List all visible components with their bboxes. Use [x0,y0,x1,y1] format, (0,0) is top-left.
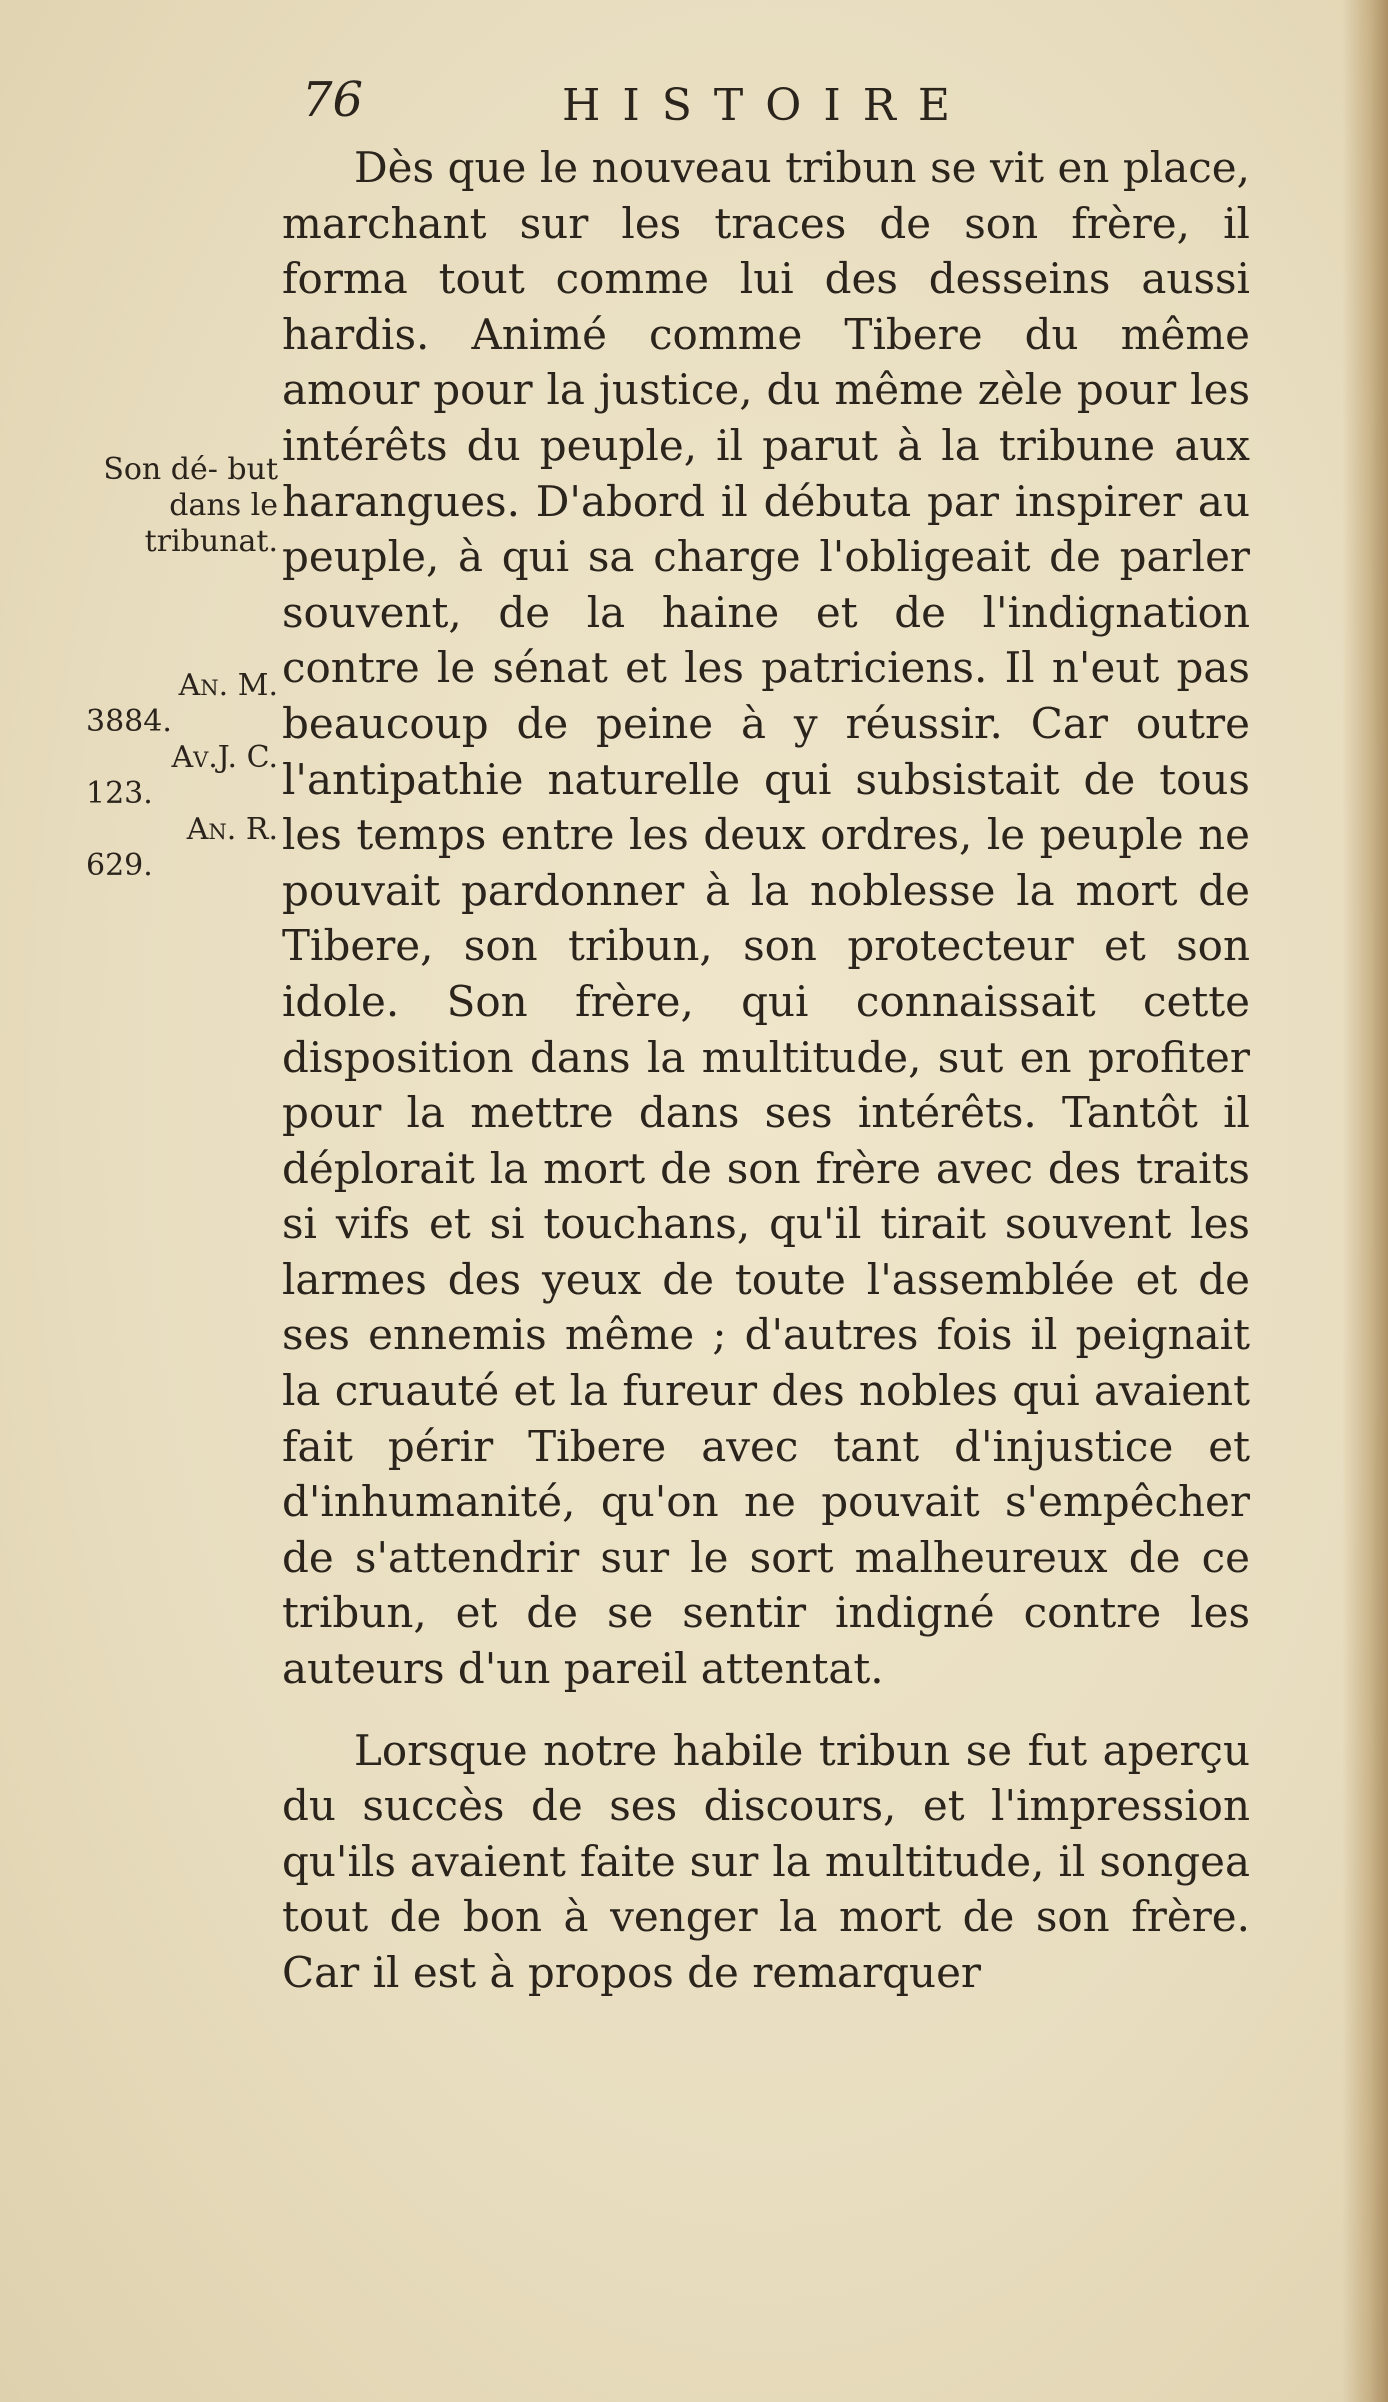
year-label: Av.J. C. [171,740,278,775]
paragraph: Dès que le nouveau tribun se vit en place, marchant sur les traces de son frère, il forma tout comme lui des desseins aussi hardis. Animé comme Tibere du même amour pour la justice, du même zèle pour les intérêts du peuple, il parut à la tribune aux harangues. D'abord il débuta par inspirer au peuple, à qui sa charge l'obligeait de parler souvent, de la haine et de l'indignation contre le sénat et les patriciens. Il n'eut pas beaucoup de peine à y réussir. Car outre l'antipathie naturelle qui subsistait de tous les temps entre les deux ordres, le peuple ne pouvait pardonner à la noblesse la mort de Tibere, son tribun, son protecteur et son idole. Son frère, qui connaissait cette disposition dans la multitude, sut en profiter pour la mettre dans ses intérêts. Tantôt il déplorait la mort de son frère avec des traits si vifs et si touchans, qu'il tirait souvent les larmes des yeux de toute l'assemblée et de ses ennemis même ; d'autres fois il peignait la cruauté et la fureur des nobles qui avaient fait périr Tibere avec tant d'injustice et d'inhumanité, qu'on ne pouvait s'empêcher de s'attendrir sur le sort malheureux de ce tribun, et de se sentir indigné contre les auteurs d'un pareil attentat. [282,143,1250,1694]
year-entry [78,740,278,812]
paragraph: Lorsque notre habile tribun se fut aperçu du succès de ses discours, et l'impression qu'ils avaient faite sur la multitude, il songea tout de bon à venger la mort de son frère. Car il est à propos de remarquer [282,1725,1250,1997]
year-label: An. R. [186,812,278,847]
page-number: 76 [302,72,364,128]
body-text [282,140,1250,2001]
margin-note-text: Son dé- but dans le tribunat. [103,452,278,559]
running-title: HISTOIRE [562,80,972,131]
year-value: 3884. [86,704,172,739]
year-value: 629. [86,848,153,883]
margin-note-years [78,668,278,884]
year-entry [78,668,278,740]
margin-note-section [78,452,278,560]
year-label: An. M. [178,668,278,703]
year-entry [78,812,278,884]
page-spine-shadow [1342,0,1388,2402]
year-value: 123. [86,776,153,811]
